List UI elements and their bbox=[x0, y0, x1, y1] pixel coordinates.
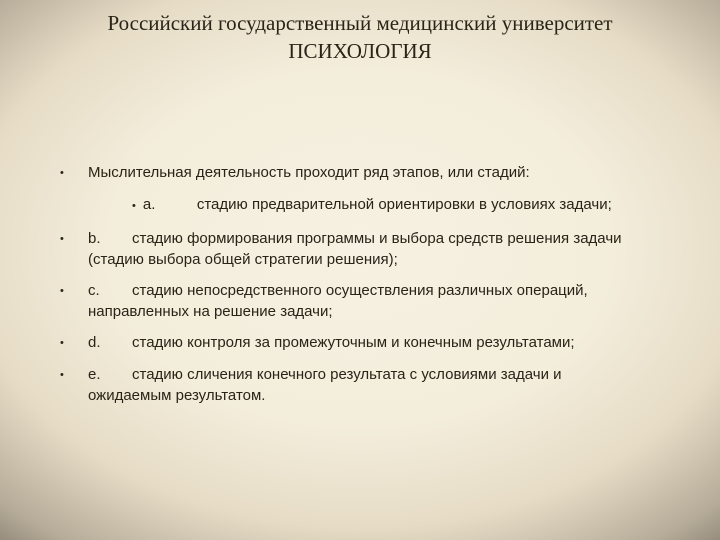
list-item-e bbox=[88, 364, 668, 406]
item-letter: c. bbox=[88, 282, 100, 299]
bullet-icon: • bbox=[60, 337, 64, 349]
bullet-icon: • bbox=[60, 369, 64, 381]
item-letter: b. bbox=[88, 230, 101, 247]
item-letter: d. bbox=[88, 334, 101, 351]
list-item-c bbox=[88, 280, 668, 322]
item-letter: e. bbox=[88, 366, 101, 383]
item-text-continued: ожидаемым результатом. bbox=[88, 387, 266, 404]
bullet-icon: • bbox=[60, 285, 64, 297]
intro-text: Мыслительная деятельность проходит ряд этапов, или стадий: bbox=[88, 164, 530, 181]
item-text: стадию формирования программы и выбора средств решения задачи bbox=[132, 230, 622, 247]
university-title: Российский государственный медицинский университет bbox=[107, 11, 613, 35]
bullet-icon: • bbox=[132, 200, 136, 212]
subject-title: ПСИХОЛОГИЯ bbox=[288, 39, 432, 63]
item-text-continued: (стадию выбора общей стратегии решения); bbox=[88, 251, 398, 268]
item-text: стадию непосредственного осуществления различных операций, bbox=[132, 282, 588, 299]
item-letter: a. bbox=[142, 196, 156, 213]
list-item-d bbox=[88, 332, 668, 353]
bullet-icon: • bbox=[60, 167, 64, 179]
bullet-icon: • bbox=[60, 233, 64, 245]
item-text: стадию контроля за промежуточным и конечным результатами; bbox=[132, 334, 575, 351]
item-text-continued: направленных на решение задачи; bbox=[88, 303, 333, 320]
list-item-b bbox=[88, 228, 668, 270]
list-item-a bbox=[132, 194, 612, 217]
item-text: стадию сличения конечного результата с условиями задачи и bbox=[132, 366, 562, 383]
item-text: стадию предварительной ориентировки в условиях задачи; bbox=[196, 196, 612, 213]
